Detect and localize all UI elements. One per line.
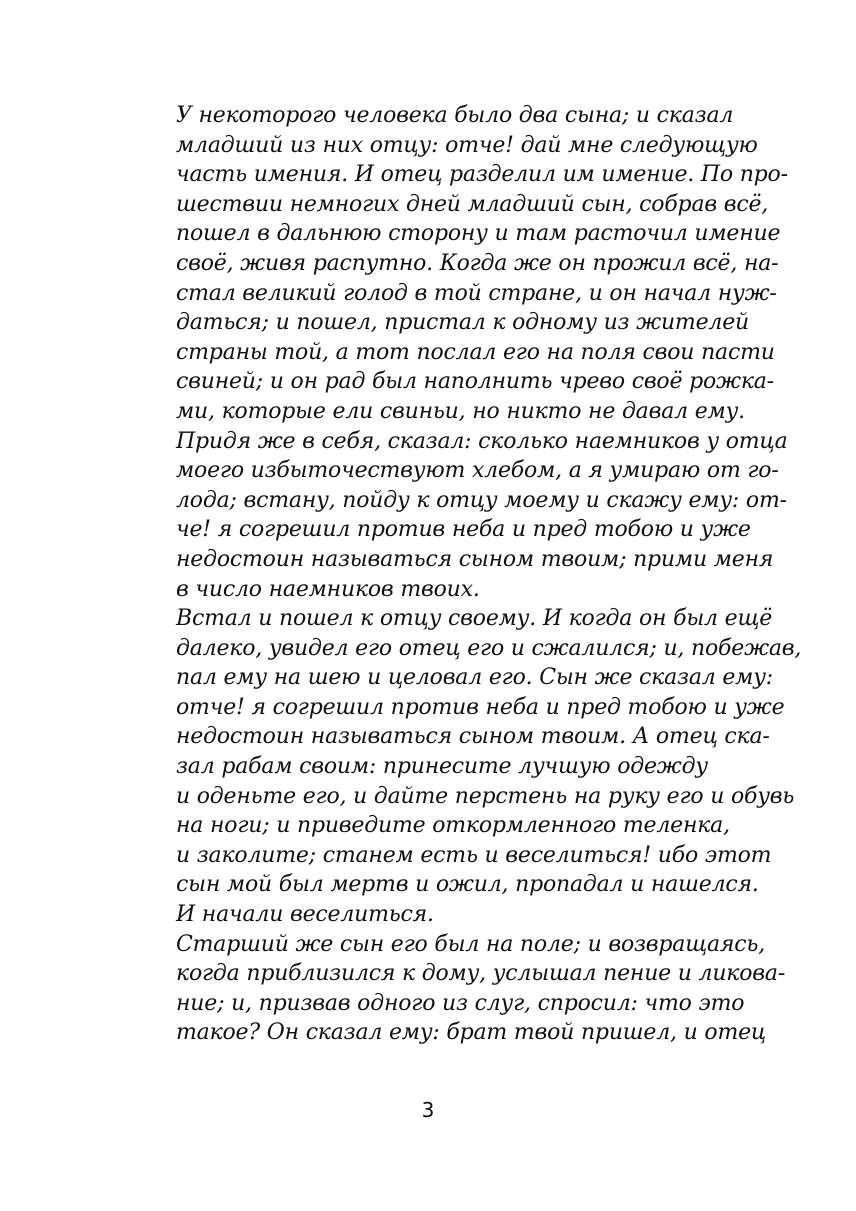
text-line: ми, которые ели свиньи, но никто не давал ему.	[176, 398, 745, 424]
text-line: пошел в дальнюю сторону и там расточил имение	[176, 221, 781, 247]
text-line: такое? Он сказал ему: брат твой пришел, и отец	[176, 1020, 767, 1046]
text-line: стал великий голод в той стране, и он начал нуж-	[176, 280, 777, 306]
text-line: даться; и пошел, пристал к одному из жителей	[176, 310, 750, 336]
text-line: когда приблизился к дому, услышал пение и ликова-	[176, 961, 786, 987]
text-line: лода; встану, пойду к отцу моему и скажу ему: от-	[176, 487, 787, 513]
text-line: своё, живя распутно. Когда же он прожил всё, на-	[176, 250, 779, 276]
text-line: страны той, а тот послал его на поля свои пасти	[176, 339, 775, 365]
text-line: шествии немногих дней младший сын, собрав всё,	[176, 191, 769, 217]
text-line: Старший же сын его был на поле; и возвращаясь,	[176, 931, 765, 957]
text-line: свиней; и он рад был наполнить чрево своё рожка-	[176, 369, 774, 395]
text-line: недостоин называться сыном твоим; прими меня	[176, 546, 774, 572]
text-line: и оденьте его, и дайте перстень на руку его и обувь	[176, 783, 795, 809]
text-line: Встал и пошел к отцу своему. И когда он был ещё	[176, 606, 773, 632]
text-line: У некоторого человека было два сына; и сказал	[176, 103, 734, 128]
text-line: отче! я согрешил против неба и пред тобою и уже	[176, 694, 785, 720]
text-line: на ноги; и приведите откормленного теленка,	[176, 813, 730, 839]
text-line: и заколите; станем есть и веселиться! ибо этот	[176, 842, 772, 868]
text-line: в число наемников твоих.	[176, 576, 480, 602]
text-line: недостоин называться сыном твоим. А отец ска-	[176, 724, 770, 750]
text-line: пал ему на шею и целовал его. Сын же сказал ему:	[176, 665, 773, 691]
text-line: че! я согрешил против неба и пред тобою и уже	[176, 517, 751, 543]
text-line: моего избыточествуют хлебом, а я умираю от го-	[176, 458, 779, 484]
text-line: далеко, увидел его отец его и сжалился; и, побежав,	[176, 635, 802, 661]
text-line: ние; и, призвав одного из слуг, спросил: что это	[176, 990, 745, 1016]
page-number: 3	[421, 1098, 435, 1122]
text-line: младший из них отцу: отче! дай мне следующую	[176, 132, 758, 158]
text-line: И начали веселиться.	[176, 902, 434, 928]
text-line: зал рабам своим: принесите лучшую одежду	[176, 754, 708, 780]
text-line: сын мой был мертв и ожил, пропадал и нашелся.	[176, 872, 759, 898]
body-text	[176, 101, 802, 1048]
text-line: часть имения. И отец разделил им имение. По про-	[176, 162, 788, 188]
text-line: Придя же в себя, сказал: сколько наемников у отца	[176, 428, 788, 454]
